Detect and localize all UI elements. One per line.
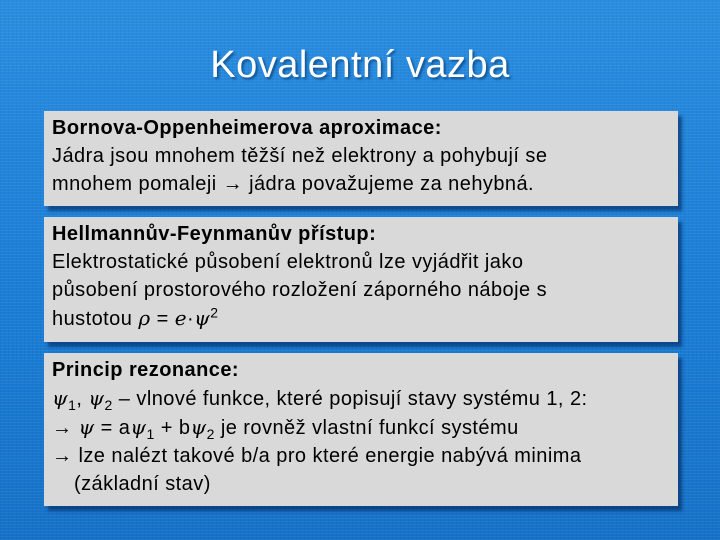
- superposition-text: je rovněž vlastní funkcí systému: [214, 417, 519, 439]
- box-heading: Princip rezonance:: [52, 359, 240, 381]
- equals-sign: =: [150, 308, 175, 330]
- subscript-1: 1: [146, 426, 155, 442]
- subscript-2: 2: [104, 397, 113, 413]
- box-text-line: působení prostorového rozložení záporného náboje s: [52, 279, 548, 301]
- superposition-line: [52, 413, 678, 442]
- density-formula-line: [52, 304, 678, 333]
- rho-symbol: ρ: [138, 306, 151, 330]
- formula-text: hustotou: [52, 308, 139, 330]
- box-text-line: (základní stav): [74, 473, 211, 495]
- equals-a: = a: [94, 417, 131, 439]
- comma: ,: [76, 388, 89, 410]
- box-text-line: Elektrostatické působení elektronů lze vyjádřit jako: [52, 251, 524, 273]
- hellmann-feynman-box: [44, 217, 678, 342]
- box-text-line: Jádra jsou mnohem těžší než elektrony a pohybují se: [52, 145, 548, 167]
- subscript-2: 2: [206, 426, 215, 442]
- psi-symbol: ψ: [78, 415, 95, 439]
- psi-symbol: ψ: [194, 306, 211, 330]
- psi-symbol: ψ: [52, 386, 69, 410]
- charge-e: e: [174, 306, 188, 330]
- arrow-prefix: →: [52, 417, 79, 439]
- box-heading: Hellmannův-Feynmanův přístup:: [52, 223, 377, 245]
- plus-b: + b: [154, 417, 191, 439]
- dot-operator: ·: [187, 308, 195, 330]
- resonance-principle-box: [44, 353, 678, 506]
- psi-symbol: ψ: [130, 415, 147, 439]
- born-oppenheimer-box: [44, 111, 678, 206]
- box-text-line: → lze nalézt takové b/a pro které energie nabývá minima: [52, 445, 582, 467]
- box-text-line: mnohem pomaleji → jádra považujeme za nehybná.: [52, 173, 535, 195]
- subscript-1: 1: [68, 397, 77, 413]
- wavefunctions-text: – vlnové funkce, které popisují stavy systému 1, 2:: [112, 388, 588, 410]
- psi-symbol: ψ: [88, 386, 105, 410]
- exponent-2: 2: [210, 304, 219, 321]
- psi-symbol: ψ: [190, 415, 207, 439]
- wavefunctions-line: [52, 384, 678, 413]
- slide-title: Kovalentní vazba: [210, 44, 510, 86]
- box-heading: Bornova-Oppenheimerova aproximace:: [52, 117, 442, 139]
